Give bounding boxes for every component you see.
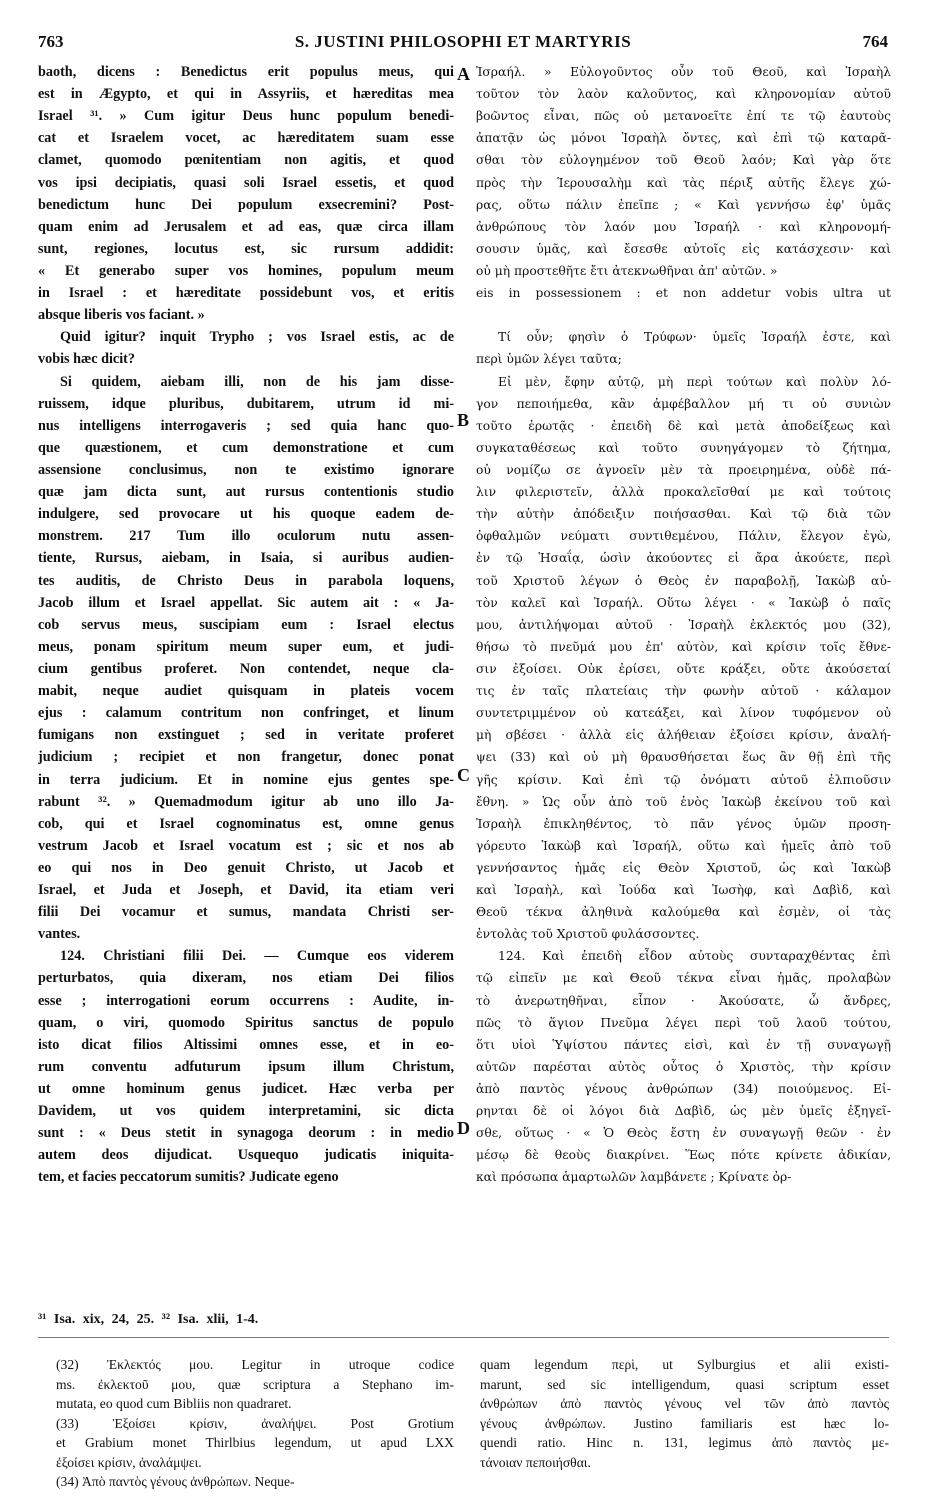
greek-text-line: μέσῳ δὲ θεοὺς διακρίνει. Ἕως πότε κρίνετε ἀδικίαν, <box>476 1148 891 1163</box>
greek-text-line: σιν ἐξοίσει. Οὐκ ἐρίσει, οὔτε κράξει, οὔτε ἀκούσεταί <box>476 661 891 676</box>
greek-text-line: σουσιν ὑμᾶς, καὶ ἔσεσθε αὐτοῖς εἰς κατάσχεσιν· καὶ <box>476 241 891 256</box>
greek-text-line: ψει (33) καὶ οὐ μὴ θραυσθήσεται ἕως ἂν θῇ ἐπὶ τῆς <box>476 750 891 765</box>
margin-marker-c: C <box>457 765 470 785</box>
note-line: (34) Ἀπὸ παντὸς γένους ἀνθρώπων. Neque- <box>56 1474 295 1489</box>
footnote-divider <box>38 1337 889 1338</box>
latin-text-line: judicium ; recipiet et non frangetur, donec ponat <box>38 749 454 766</box>
latin-text-line: quæ jam dicta sunt, aut rursus contentionis studio <box>38 484 454 501</box>
greek-text-line: eis in possessionem : et non addetur vobis ultra ut <box>476 286 891 301</box>
note-line: marunt, sed sic intelligendum, quasi scriptum esset <box>480 1376 889 1392</box>
margin-marker-b: B <box>457 410 470 430</box>
latin-text-line: Jacob illum et Israel appellat. Sic autem ait : « Ja- <box>38 594 454 611</box>
latin-text-line: Si quidem, aiebam illi, non de his jam disse- <box>60 373 454 390</box>
latin-text-column <box>38 61 454 1189</box>
latin-text-line: filii Dei vocamur et sumus, mandata Christi ser- <box>38 904 454 921</box>
greek-text-line: τὸν καλεῖ καὶ Ἰσραήλ. Οὕτω λέγει · « Ἰακὼβ ὁ παῖς <box>476 595 891 610</box>
greek-text-line: πρὸς τὴν Ἱερουσαλὴμ καὶ τὰς πέριξ αὐτῆς ἔλεγε χώ- <box>476 175 891 190</box>
latin-text-line: que quæstionem, et cum demonstratione et cum <box>38 439 454 456</box>
note-line: (33) Ἐξοίσει κρίσιν, ἀναλήψει. Post Grotium <box>56 1415 454 1431</box>
latin-text-line: tiente, Rursus, aiebam, in Isaia, si auribus audien- <box>38 550 454 567</box>
greek-text-line: συγκαταθέσεως καὶ τοῦτο συνηγάγομεν τὸ ζήτημα, <box>476 440 891 455</box>
greek-text-line: περὶ ὑμῶν λέγει ταῦτα; <box>476 352 622 367</box>
greek-text-line: λιν φιλεριστεῖν, ἀλλὰ προκαλεῖσθαί με καὶ τούτοις <box>476 485 891 500</box>
latin-text-line: sunt : « Deus stetit in synagoga deorum : in medio <box>38 1125 454 1142</box>
latin-text-line: eo qui nos in Deo genuit Christo, ut Jacob et <box>38 859 454 876</box>
latin-text-line: cob, qui et Israel cognominatus est, omne genus <box>38 815 454 832</box>
greek-text-line: συντετριμμένον οὐ κατεάξει, καὶ λίνον τυφόμενον οὐ <box>476 706 891 721</box>
latin-text-line: Quid igitur? inquit Trypho ; vos Israel estis, ac de <box>60 329 454 346</box>
greek-text-line: μὴ σβέσει · ἀλλὰ εἰς ἀλήθειαν ἐξοίσει κρίσιν, ἀναλή- <box>476 728 891 743</box>
greek-text-line: γον πεποιήμεθα, κἂν ἀμφέβαλλον μή τι οὐ συνιὼν <box>476 396 891 411</box>
greek-text-line: τοῦτον τὸν λαὸν καλοῦντος, καὶ κληρονομίαν αὐτοῦ <box>476 87 891 102</box>
greek-text-line: οὐ νομίζω σε ἀγνοεῖν μὲν τὰ προειρημένα, οὐδὲ πά- <box>476 462 891 477</box>
note-line: ἀνθρώπων ἀπὸ παντὸς γένους vel τῶν ἀπὸ παντὸς <box>480 1396 889 1411</box>
note-line: mutata, eo quod cum Bibliis non quadraret. <box>56 1396 292 1411</box>
latin-text-line: « Et generabo super vos homines, populum meum <box>38 262 454 279</box>
latin-text-line: baoth, dicens : Benedictus erit populus meus, qui <box>38 64 454 80</box>
latin-text-line: Israel, et Juda et Joseph, et David, ita etiam veri <box>38 882 454 899</box>
greek-text-column <box>476 61 891 1189</box>
greek-text-line: αὐτῶν παρέσται αὐτὸς οὗτος ὁ Χριστὸς, τὴν κρίσιν <box>476 1059 891 1074</box>
page-number-left: 763 <box>38 32 64 51</box>
greek-text-line: σθε, οὕτως · « Ὁ Θεὸς ἔστη ἐν συναγωγῇ θεῶν · ἐν <box>476 1126 891 1141</box>
latin-text-line: tes auditis, de Christo Deus in parabola loquens, <box>38 572 454 589</box>
latin-text-line: vestrum Jacob et Israel vocatum est ; sic et nos ab <box>38 837 454 854</box>
latin-text-line: ruissem, idque pluribus, dubitarem, utrum id mi- <box>38 395 454 412</box>
greek-text-line: τὸ ἀνερωτηθῆναι, εἶπον · Ἀκούσατε, ὦ ἄνδρες, <box>476 993 891 1008</box>
latin-text-line: nus intelligens interrogaveris ; sed quia hanc quo- <box>38 417 454 434</box>
latin-text-line: clamet, quomodo pœnitentiam non agitis, et quod <box>38 152 454 169</box>
latin-text-line: Israel ³¹. » Cum igitur Deus hunc populum benedi- <box>38 108 454 125</box>
greek-text-line: γεννήσαντος ἡμᾶς εἰς Θεὸν Χριστοῦ, ὡς καὶ Ἰακὼβ <box>476 860 891 875</box>
greek-text-line: γῆς κρίσιν. Καὶ ἐπὶ τῷ ὀνόματι αὐτοῦ ἐλπιοῦσιν <box>476 772 891 787</box>
page-header <box>38 32 888 56</box>
latin-text-line: autem deos dijudicat. Usquequo judicatis iniquita- <box>38 1147 454 1164</box>
latin-text-line: esse ; interrogationi eorum occurrens : Audite, in- <box>38 992 454 1009</box>
greek-text-line: καὶ πρόσωπα ἁμαρτωλῶν λαμβάνετε ; Κρίνατε ὀρ- <box>476 1170 792 1185</box>
latin-text-line: Davidem, ut vos quidem interpretamini, sic dicta <box>38 1103 454 1120</box>
footnote-references: ³¹ Isa. xix, 24, 25. ³² Isa. xlii, 1-4. <box>38 1312 259 1327</box>
note-line: ms. ἐκλεκτοῦ μου, quæ scriptura a Stephano im- <box>56 1376 454 1392</box>
latin-text-line: indulgere, sed provocare ut his quoque eadem de- <box>38 506 454 523</box>
greek-text-line: τοῦ Χριστοῦ λέγων ὁ Θεὸς ἐν παραβολῇ, Ἰακὼβ αὐ- <box>476 573 891 588</box>
note-line: ἐξοίσει κρίσιν, ἀναλάμψει. <box>56 1454 202 1470</box>
greek-text-line: Εἰ μὲν, ἔφην αὐτῷ, μὴ περὶ τούτων καὶ πολὺν λό- <box>498 374 891 389</box>
greek-text-line: ἔθνη. » Ὡς οὖν ἀπὸ τοῦ ἑνὸς Ἰακὼβ ἐκείνου τοῦ καὶ <box>476 794 891 809</box>
latin-text-line: isto dicat filios Altissimi omnes esse, et in eo- <box>38 1036 454 1053</box>
greek-text-line: ὀφθαλμῶν νεύματι συντιθεμένου, Πάλιν, ἔλεγον ἐγὼ, <box>476 529 891 544</box>
notes-left-column <box>56 1355 454 1492</box>
note-line: τάνοιαν πεποιήσθαι. <box>480 1454 591 1470</box>
greek-text-line: Ἰσραὴλ ἐπικληθέντος, τὸ πᾶν γένος ὑμῶν προση- <box>476 816 891 831</box>
running-title: S. JUSTINI PHILOSOPHI ET MARTYRIS <box>294 32 632 51</box>
greek-text-line: τὴν αὐτὴν ἀπόδειξιν ποιήσασθαι. Καὶ τῷ διὰ τῶν <box>476 507 891 522</box>
greek-text-line: Τί οὖν; φησὶν ὁ Τρύφων· ὑμεῖς Ἰσραήλ ἐστε, καὶ <box>498 330 891 345</box>
page-number-right: 764 <box>862 32 888 51</box>
latin-text-line: sunt, regiones, locutus est, sic rursum addidit: <box>38 240 454 257</box>
greek-text-line: ὅτι υἱοὶ Ὑψίστου πάντες εἰσὶ, καὶ ἐν τῇ συναγωγῇ <box>476 1037 891 1052</box>
latin-text-line: cat et Israelem vocet, ac hæreditatem suam esse <box>38 130 454 147</box>
latin-text-line: cium gentibus proferet. Non contendet, neque cla- <box>38 660 454 677</box>
greek-text-line: τοῦτο ἐρωτᾷς · ἐπειδὴ δὲ καὶ μετὰ ἀποδείξεως καὶ <box>476 418 891 433</box>
latin-text-line: fumigans non exstinguet ; sed in veritate proferet <box>38 727 454 744</box>
note-line: et Grabium monet Thirlbius legendum, ut apud LXX <box>56 1435 454 1450</box>
latin-text-line: quam, o viri, quomodo Spiritus sanctus de populo <box>38 1014 454 1031</box>
latin-text-line: mabit, neque audiet quisquam in plateis vocem <box>38 683 454 700</box>
latin-text-line: tem, et facies peccatorum sumitis? Judicate egeno <box>38 1169 339 1186</box>
greek-text-line: ἀνθρώπους τὸν λαόν μου Ἰσραήλ · καὶ κληρονομή- <box>476 219 891 234</box>
latin-text-line: meus, ponam spiritum meum super eum, et judi- <box>38 638 454 655</box>
latin-text-line: in Israel : et hæreditate possidebunt vos, et eritis <box>38 285 454 302</box>
latin-text-line: vos ipsi decipiatis, quasi soli Israel essetis, et quod <box>38 174 454 191</box>
latin-text-line: vobis hæc dicit? <box>38 351 135 368</box>
greek-text-line: ρας, οὕτω πάλιν ἐπεῖπε ; « Καὶ γεννήσω ἐφ' ὑμᾶς <box>476 197 891 212</box>
greek-text-line: ἀπατᾷν ὡς μόνοι Ἰσραὴλ ὄντες, καὶ ἐπὶ τῷ καταρᾶ- <box>476 131 891 146</box>
latin-text-line: monstrem. 217 Tum illo oculorum nutu assen- <box>38 528 454 545</box>
greek-text-line: μου, ἀντιλήψομαι αὐτοῦ · Ἰσραὴλ ἐκλεκτός μου (32), <box>476 617 891 632</box>
greek-text-line: ρηνται δὲ οἱ λόγοι διὰ Δαβὶδ, ὡς μὲν ὑμεῖς ἐξηγεῖ- <box>476 1104 891 1119</box>
margin-marker-d: D <box>457 1118 470 1138</box>
latin-text-line: est in Ægypto, et qui in Assyriis, et hæreditas mea <box>38 86 454 103</box>
note-line: quendi ratio. Hinc n. 131, legimus ἀπὸ παντὸς με- <box>480 1435 889 1450</box>
latin-text-line: ut omne hominum genus judicet. Hæc verba per <box>38 1081 454 1098</box>
greek-text-line: 124. Καὶ ἐπειδὴ εἶδον αὐτοὺς συνταραχθέντας ἐπὶ <box>498 949 891 964</box>
latin-text-line: 124. Christiani filii Dei. — Cumque eos viderem <box>60 948 454 965</box>
latin-text-line: cob servus meus, suscipiam eum : Israel electus <box>38 616 454 633</box>
greek-text-line: οὐ μὴ προστεθῆτε ἔτι ἀτεκνωθῆναι ἀπ' αὐτῶν. » <box>476 263 778 278</box>
latin-text-line: in terra judicium. Et in nomine ejus gentes spe- <box>38 771 454 788</box>
latin-text-line: perturbatos, quia dixeram, nos etiam Dei filios <box>38 970 454 987</box>
latin-text-line: rum conventu adfuturum ipsum illum Christum, <box>38 1058 454 1075</box>
latin-text-line: rabunt ³². » Quemadmodum igitur ab uno illo Ja- <box>38 793 454 810</box>
greek-text-line: Θεοῦ τέκνα ἀληθινὰ καλούμεθα καὶ ἐσμὲν, οἱ τὰς <box>476 905 891 920</box>
greek-text-line: σθαι τὸν εὐλογημένον τοῦ Θεοῦ λαόν; Καὶ γὰρ ὅτε <box>476 153 891 168</box>
margin-marker-a: A <box>457 64 470 84</box>
greek-text-line: καὶ Ἰσραὴλ, καὶ Ἰούδα καὶ Ἰωσὴφ, καὶ Δαβὶδ, καὶ <box>476 883 891 898</box>
latin-text-line: absque liberis vos faciant. » <box>38 307 205 324</box>
greek-text-line: ἀπὸ παντὸς γένους ἀνθρώπων (34) ποιούμενος. Εἰ- <box>476 1082 891 1097</box>
note-line: quam legendum περὶ, ut Sylburgius et alii existi- <box>480 1357 889 1372</box>
latin-text-line: assensione conclusimus, non te existimo ignorare <box>38 461 454 478</box>
greek-text-line: ἐντολὰς τοῦ Χριστοῦ φυλάσσοντες. <box>476 927 700 942</box>
greek-text-line: βοῶντος εἶναι, πῶς οὐ μετανοεῖτε ἐπί τε τῷ ἑαυτοὺς <box>476 109 891 124</box>
greek-text-line: ἐν τῷ Ἡσαΐᾳ, ὡσὶν ἀκούοντες εἰ ἄρα ἀκούετε, περὶ <box>476 551 891 566</box>
latin-text-line: quam enim ad Jerusalem et ad eas, quæ circa illam <box>38 218 454 235</box>
greek-text-line: πῶς τὸ ἅγιον Πνεῦμα λέγει περὶ τοῦ λαοῦ τούτου, <box>476 1015 891 1030</box>
greek-text-line: τις ἐν ταῖς πλατείαις τὴν φωνὴν αὐτοῦ · κάλαμον <box>476 684 891 699</box>
greek-text-line: θήσω τὸ πνεῦμά μου ἐπ' αὐτὸν, καὶ κρίσιν τοῖς ἔθνε- <box>476 639 891 654</box>
greek-text-line <box>476 304 891 326</box>
greek-text-line: γόρευτο Ἰακὼβ καὶ Ἰσραήλ, οὕτω καὶ ἡμεῖς ἀπὸ τοῦ <box>476 838 891 853</box>
latin-text-line: benedictum hunc Dei populum exsecremini? Post- <box>38 196 454 213</box>
note-line: γένους ἀνθρώπων. Justino familiaris est hæc lo- <box>480 1415 889 1431</box>
note-line: (32) Ἐκλεκτός μου. Legitur in utroque codice <box>56 1357 454 1372</box>
notes-right-column <box>480 1355 889 1472</box>
latin-text-line: ejus : calamum contritum non confringet, et linum <box>38 705 454 722</box>
greek-text-line: τῷ εἰπεῖν με καὶ Θεοῦ τέκνα εἶναι ἡμᾶς, προλαβὼν <box>476 971 891 986</box>
greek-text-line: Ἰσραήλ. » Εὐλογοῦντος οὖν τοῦ Θεοῦ, καὶ Ἰσραὴλ <box>476 65 891 79</box>
latin-text-line: vantes. <box>38 926 81 943</box>
